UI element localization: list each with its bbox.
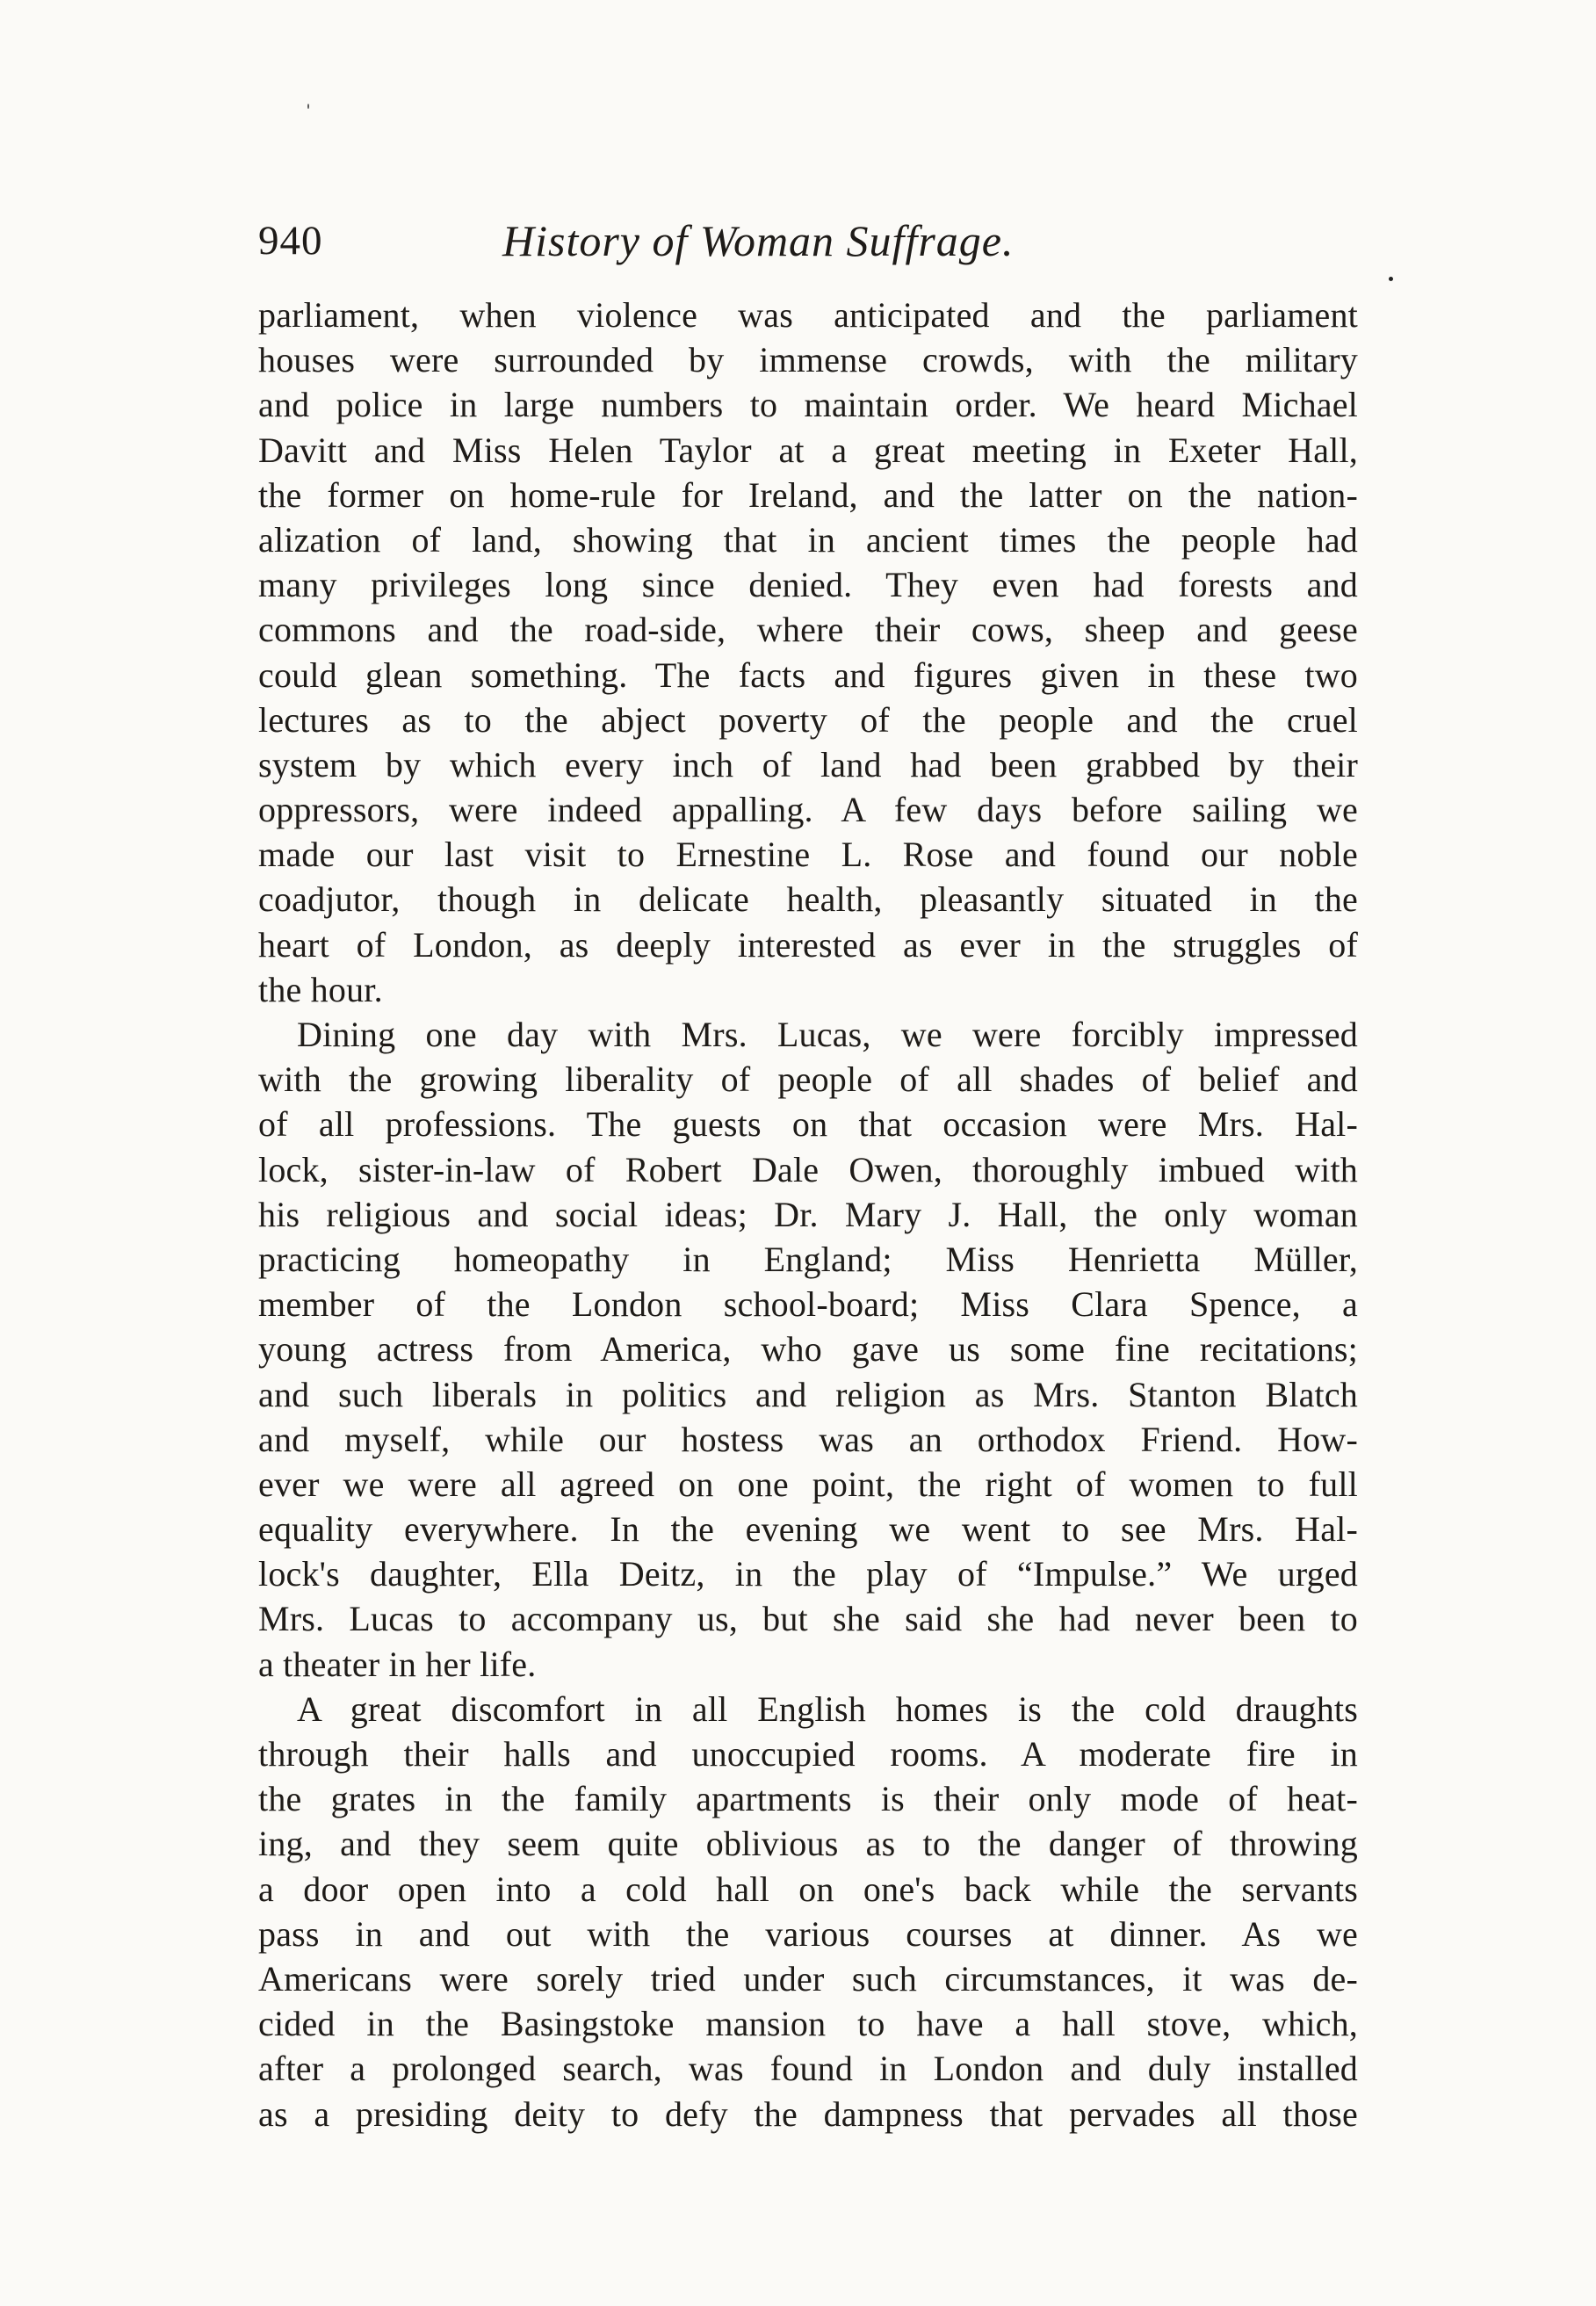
text-line: A great discomfort in all English homes is the cold draughts: [297, 1688, 1358, 1729]
text-line: ever we were all agreed on one point, the right of women to full: [258, 1464, 1358, 1504]
text-line: coadjutor, though in delicate health, pleasantly situated in the: [258, 879, 1358, 920]
text-line: member of the London school-board; Miss Clara Spence, a: [258, 1284, 1358, 1325]
text-line: and myself, while our hostess was an orthodox Friend. How-: [258, 1419, 1358, 1459]
text-line: as a presiding deity to defy the dampness that pervades all those: [258, 2093, 1358, 2134]
text-line: Mrs. Lucas to accompany us, but she said she had never been to: [258, 1599, 1358, 1639]
text-line: Davitt and Miss Helen Taylor at a great meeting in Exeter Hall,: [258, 430, 1358, 470]
running-head: [258, 213, 1356, 275]
text-line: parliament, when violence was anticipated and the parliament: [258, 295, 1358, 335]
text-line: houses were surrounded by immense crowds, with the military: [258, 340, 1358, 380]
text-line: ing, and they seem quite oblivious as to the danger of throwing: [258, 1824, 1358, 1864]
text-line: the grates in the family apartments is their only mode of heat-: [258, 1779, 1358, 1819]
text-line: lectures as to the abject poverty of the people and the cruel: [258, 699, 1358, 740]
running-title: History of Woman Suffrage.: [502, 216, 1015, 265]
print-speck: [307, 104, 309, 109]
text-line: after a prolonged search, was found in London and duly installed: [258, 2049, 1358, 2089]
text-line: commons and the road-side, where their cows, sheep and geese: [258, 610, 1358, 650]
text-line: Dining one day with Mrs. Lucas, we were forcibly impressed: [297, 1015, 1358, 1054]
page-number: 940: [258, 218, 323, 264]
text-line: practicing homeopathy in England; Miss Henrietta Müller,: [258, 1239, 1358, 1279]
text-line: equality everywhere. In the evening we went to see Mrs. Hal-: [258, 1509, 1358, 1550]
text-line: the hour.: [258, 969, 383, 1009]
paragraph-3: [258, 1687, 1358, 2136]
text-line: heart of London, as deeply interested as ever in the struggles of: [258, 924, 1358, 965]
text-line: cided in the Basingstoke mansion to have a hall stove, which,: [258, 2004, 1358, 2044]
text-line: could glean something. The facts and figures given in these two: [258, 654, 1358, 695]
body-text: [258, 293, 1358, 2136]
text-line: oppressors, were indeed appalling. A few days before sailing we: [258, 790, 1358, 830]
text-line: and such liberals in politics and religion as Mrs. Stanton Blatch: [258, 1374, 1358, 1414]
text-line: the former on home-rule for Ireland, and the latter on the nation-: [258, 474, 1358, 515]
print-speck: [1389, 277, 1393, 281]
text-line: pass in and out with the various courses at dinner. As we: [258, 1913, 1358, 1954]
text-line: many privileges long since denied. They even had forests and: [258, 565, 1358, 605]
paragraph-2: [258, 1012, 1358, 1687]
text-line: of all professions. The guests on that occasion were Mrs. Hal-: [258, 1104, 1358, 1145]
text-line: system by which every inch of land had been grabbed by their: [258, 744, 1358, 784]
text-line: and police in large numbers to maintain order. We heard Michael: [258, 385, 1358, 425]
text-line: Americans were sorely tried under such circumstances, it was de-: [258, 1958, 1358, 1999]
text-line: lock, sister-in-law of Robert Dale Owen, thoroughly imbued with: [258, 1149, 1358, 1189]
text-line: young actress from America, who gave us some fine recitations;: [258, 1329, 1358, 1370]
text-line: a door open into a cold hall on one's back while the servants: [258, 1869, 1358, 1909]
text-line: made our last visit to Ernestine L. Rose and found our noble: [258, 835, 1358, 875]
text-line: a theater in her life.: [258, 1644, 537, 1684]
text-line: lock's daughter, Ella Deitz, in the play of “Impulse.” We urged: [258, 1554, 1358, 1594]
text-line: his religious and social ideas; Dr. Mary J. Hall, the only woman: [258, 1194, 1358, 1234]
text-line: alization of land, showing that in ancient times the people had: [258, 519, 1358, 560]
paragraph-1: [258, 293, 1358, 1012]
text-line: through their halls and unoccupied rooms. A moderate fire in: [258, 1734, 1358, 1774]
text-line: with the growing liberality of people of all shades of belief and: [258, 1059, 1358, 1100]
